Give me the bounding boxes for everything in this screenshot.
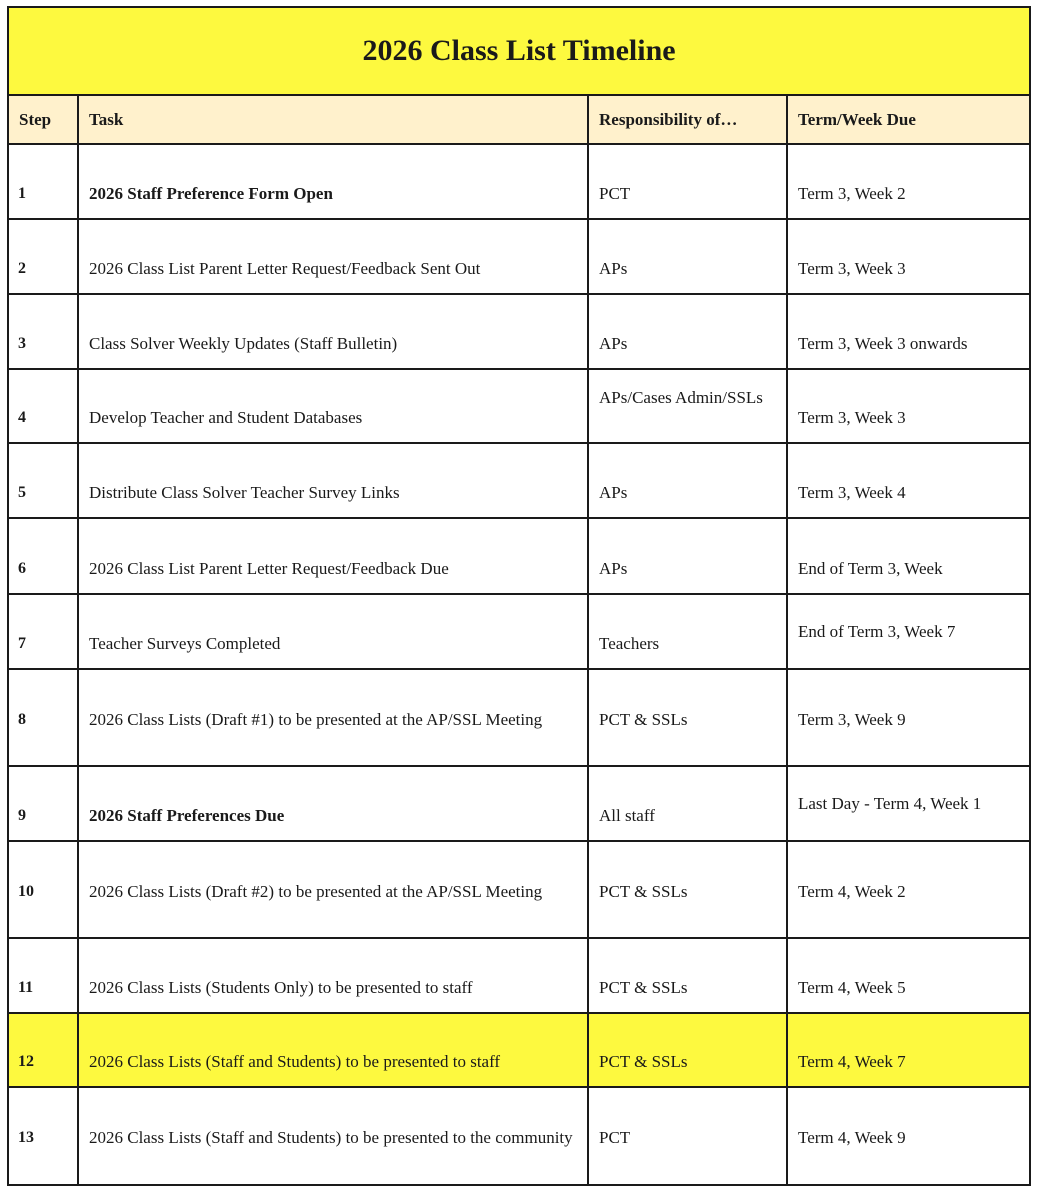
task-cell: 2026 Class Lists (Staff and Students) to be presented to staff — [78, 1013, 588, 1087]
due-cell: Term 4, Week 2 — [787, 841, 1030, 938]
step-cell: 12 — [8, 1013, 78, 1087]
task-cell: 2026 Staff Preference Form Open — [78, 144, 588, 219]
due-cell: Term 4, Week 9 — [787, 1087, 1030, 1185]
step-cell: 11 — [8, 938, 78, 1013]
responsibility-cell: PCT & SSLs — [588, 669, 787, 766]
table-row — [8, 841, 1030, 938]
due-cell: Term 3, Week 3 onwards — [787, 294, 1030, 369]
due-cell: Term 4, Week 5 — [787, 938, 1030, 1013]
step-cell: 10 — [8, 841, 78, 938]
due-cell: Term 3, Week 3 — [787, 369, 1030, 443]
timeline-document — [7, 6, 1029, 1186]
table-row — [8, 766, 1030, 841]
due-cell: End of Term 3, Week — [787, 518, 1030, 594]
table-row — [8, 518, 1030, 594]
responsibility-cell: PCT & SSLs — [588, 938, 787, 1013]
due-cell: Term 3, Week 2 — [787, 144, 1030, 219]
task-cell: 2026 Class Lists (Students Only) to be presented to staff — [78, 938, 588, 1013]
table-row — [8, 294, 1030, 369]
responsibility-cell: PCT — [588, 144, 787, 219]
step-cell: 7 — [8, 594, 78, 669]
responsibility-cell: PCT — [588, 1087, 787, 1185]
step-cell: 9 — [8, 766, 78, 841]
highlighted-table-row — [8, 1013, 1030, 1087]
task-cell: 2026 Class Lists (Staff and Students) to be presented to the community — [78, 1087, 588, 1185]
task-cell: Develop Teacher and Student Databases — [78, 369, 588, 443]
responsibility-cell: PCT & SSLs — [588, 1013, 787, 1087]
table-row — [8, 669, 1030, 766]
responsibility-cell: Teachers — [588, 594, 787, 669]
task-cell: 2026 Class List Parent Letter Request/Feedback Due — [78, 518, 588, 594]
timeline-table — [7, 6, 1031, 1186]
responsibility-cell: APs — [588, 219, 787, 294]
due-cell: End of Term 3, Week 7 — [787, 594, 1030, 669]
responsibility-cell: APs — [588, 443, 787, 518]
column-header-task: Task — [78, 95, 588, 144]
table-row — [8, 369, 1030, 443]
header-row — [8, 95, 1030, 144]
step-cell: 2 — [8, 219, 78, 294]
task-cell: 2026 Class Lists (Draft #1) to be presented at the AP/SSL Meeting — [78, 669, 588, 766]
column-header-step: Step — [8, 95, 78, 144]
task-cell: 2026 Class Lists (Draft #2) to be presented at the AP/SSL Meeting — [78, 841, 588, 938]
step-cell: 6 — [8, 518, 78, 594]
task-cell: Teacher Surveys Completed — [78, 594, 588, 669]
table-row — [8, 938, 1030, 1013]
step-cell: 5 — [8, 443, 78, 518]
responsibility-cell: APs — [588, 518, 787, 594]
due-cell: Last Day - Term 4, Week 1 — [787, 766, 1030, 841]
due-cell: Term 3, Week 9 — [787, 669, 1030, 766]
due-cell: Term 3, Week 3 — [787, 219, 1030, 294]
responsibility-cell: APs/Cases Admin/SSLs — [588, 369, 787, 443]
table-row — [8, 443, 1030, 518]
column-header-responsibility: Responsibility of… — [588, 95, 787, 144]
table-title: 2026 Class List Timeline — [8, 7, 1030, 95]
task-cell: Distribute Class Solver Teacher Survey Links — [78, 443, 588, 518]
responsibility-cell: APs — [588, 294, 787, 369]
step-cell: 3 — [8, 294, 78, 369]
step-cell: 8 — [8, 669, 78, 766]
step-cell: 4 — [8, 369, 78, 443]
step-cell: 13 — [8, 1087, 78, 1185]
task-cell: 2026 Class List Parent Letter Request/Feedback Sent Out — [78, 219, 588, 294]
task-cell: 2026 Staff Preferences Due — [78, 766, 588, 841]
task-cell: Class Solver Weekly Updates (Staff Bulletin) — [78, 294, 588, 369]
responsibility-cell: All staff — [588, 766, 787, 841]
table-row — [8, 594, 1030, 669]
step-cell: 1 — [8, 144, 78, 219]
column-header-due: Term/Week Due — [787, 95, 1030, 144]
responsibility-cell: PCT & SSLs — [588, 841, 787, 938]
title-row — [8, 7, 1030, 95]
table-row — [8, 144, 1030, 219]
due-cell: Term 4, Week 7 — [787, 1013, 1030, 1087]
table-row — [8, 219, 1030, 294]
table-row — [8, 1087, 1030, 1185]
due-cell: Term 3, Week 4 — [787, 443, 1030, 518]
